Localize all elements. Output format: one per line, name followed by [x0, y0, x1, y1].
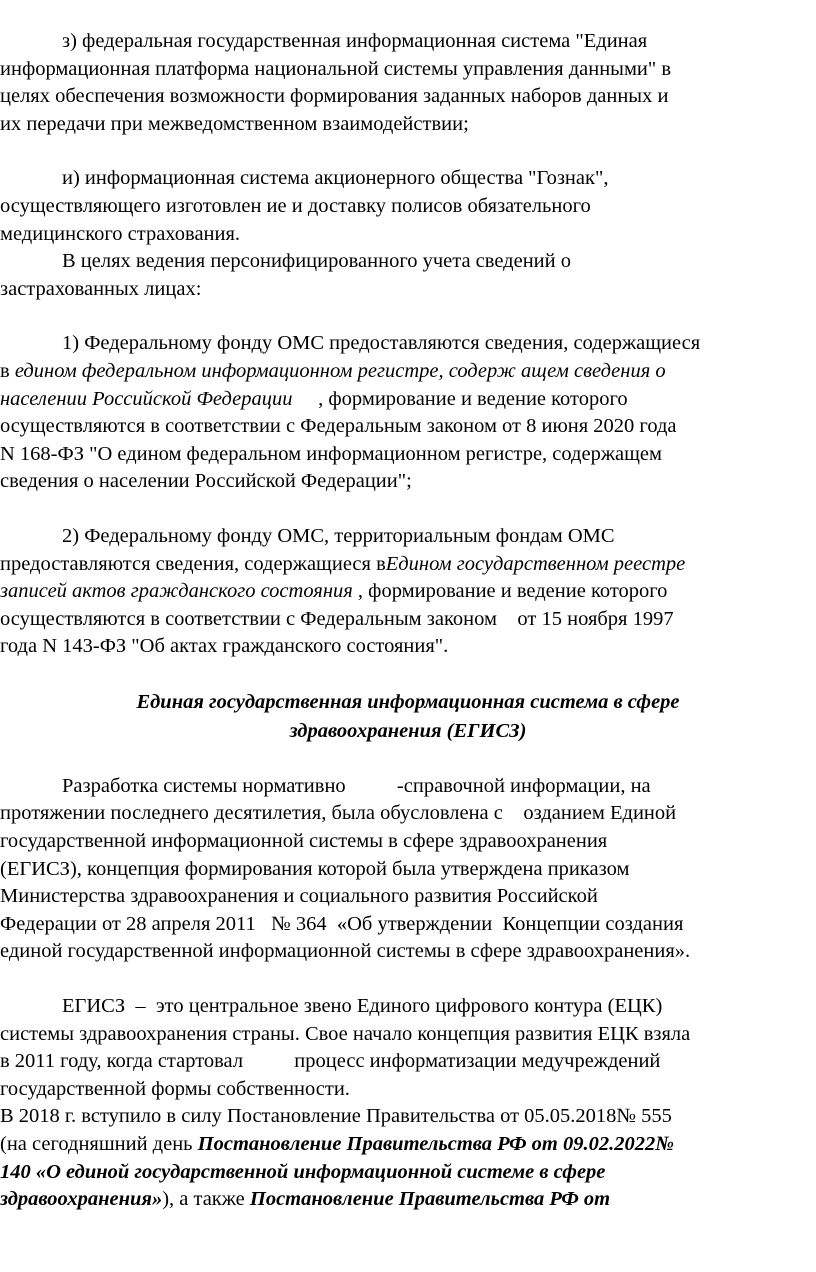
text-run: (на сегодняшний день: [0, 1133, 198, 1155]
italic-run: записей актов гражданского состояния: [0, 580, 353, 603]
text-line: государственной информационной системы в сфере здравоохранения: [0, 830, 608, 853]
text-line: [0, 551, 816, 579]
text-line: года N 143-ФЗ "Об актах гражданского состояния".: [0, 635, 449, 658]
text-line: их передачи при межведомственном взаимодействии;: [0, 112, 469, 135]
bold-italic-run: Постановление Правительства РФ от: [249, 1188, 611, 1211]
paragraph-item-1: [0, 330, 816, 496]
text-line: [0, 358, 816, 386]
text-line: застрахованных лицах:: [0, 277, 202, 300]
section-heading: [0, 688, 816, 746]
text-line: Федерации от 28 апреля 2011 № 364 «Об утверждении Концепции создания: [0, 912, 684, 935]
text-line: целях обеспечения возможности формирования заданных наборов данных и: [0, 85, 669, 108]
text-line: системы здравоохранения страны. Свое начало концепция развития ЕЦК взяла: [0, 1022, 691, 1045]
text-line: (ЕГИСЗ), концепция формирования которой была утверждена приказом: [0, 857, 630, 880]
text-line: сведения о населении Российской Федерации";: [0, 470, 412, 493]
text-line: [0, 1131, 816, 1159]
text-run: , формирование и ведение которого: [292, 387, 628, 410]
italic-run: населении Российской Федерации: [0, 387, 293, 410]
bold-italic-run: 140 «О единой государственной информационной системе в сфере: [0, 1160, 606, 1183]
italic-run: едином федеральном информационном регистре, содерж ащем сведения о: [14, 359, 666, 382]
text-line: единой государственной информационной системы в сфере здравоохранения».: [0, 940, 691, 963]
text-line: [0, 386, 816, 414]
text-line: Министерства здравоохранения и социального развития Российской: [0, 885, 598, 908]
paragraph-2018: [0, 1103, 816, 1213]
text-line: [0, 1159, 816, 1187]
text-line: В 2018 г. вступило в силу Постановление Правительства от 05.05.2018№ 555: [0, 1105, 672, 1128]
bold-italic-run: здравоохранения»: [0, 1188, 163, 1211]
text-run: в: [0, 359, 15, 382]
text-line: 1) Федеральному фонду ОМС предоставляются сведения, содержащиеся: [62, 332, 701, 355]
paragraph-z: [0, 28, 816, 138]
paragraph-item-2: [0, 523, 816, 661]
text-run: ), а также: [162, 1188, 250, 1211]
bold-italic-run: Постановление Правительства РФ от 09.02.2022№: [197, 1133, 675, 1155]
text-line: Разработка системы нормативно -справочной информации, на: [62, 774, 651, 797]
text-line: и) информационная система акционерного общества "Гознак",: [62, 167, 609, 190]
paragraph-egisz: [0, 993, 816, 1103]
text-line: протяжении последнего десятилетия, была обусловлена с озданием Единой: [0, 802, 677, 825]
italic-run: Едином государственном реестре: [385, 552, 686, 575]
text-line: государственной формы собственности.: [0, 1077, 350, 1100]
text-line: В целях ведения персонифицированного учета сведений о: [62, 250, 571, 273]
text-line: в 2011 году, когда стартовал процесс информатизации медучреждений: [0, 1050, 661, 1073]
text-line: ЕГИСЗ – это центральное звено Единого цифрового контура (ЕЦК): [62, 995, 663, 1018]
text-line: осуществляются в соответствии с Федеральным законом от 8 июня 2020 года: [0, 415, 677, 438]
heading-line: Единая государственная информационная система в сфере: [136, 690, 680, 713]
text-line: информационная платформа национальной системы управления данными" в: [0, 57, 672, 80]
paragraph-i: [0, 165, 816, 248]
text-line: з) федеральная государственная информационная система "Единая: [62, 30, 648, 52]
text-line: [0, 1186, 816, 1214]
paragraph-development: [0, 773, 816, 966]
text-line: 2) Федеральному фонду ОМС, территориальным фондам ОМС: [62, 524, 615, 547]
text-line: осуществляющего изготовлен ие и доставку полисов обязательного: [0, 194, 591, 217]
paragraph-purpose: [0, 248, 816, 303]
text-line: медицинского страхования.: [0, 222, 241, 245]
text-line: [0, 578, 816, 606]
text-line: N 168-ФЗ "О едином федеральном информационном регистре, содержащем: [0, 442, 662, 465]
text-run: , формирование и ведение которого: [352, 580, 668, 603]
text-line: осуществляются в соответствии с Федеральным законом от 15 ноября 1997: [0, 607, 674, 630]
heading-line: здравоохранения (ЕГИСЗ): [289, 719, 527, 742]
document-page: [0, 28, 816, 1214]
text-run: предоставляются сведения, содержащиеся в: [0, 552, 386, 575]
